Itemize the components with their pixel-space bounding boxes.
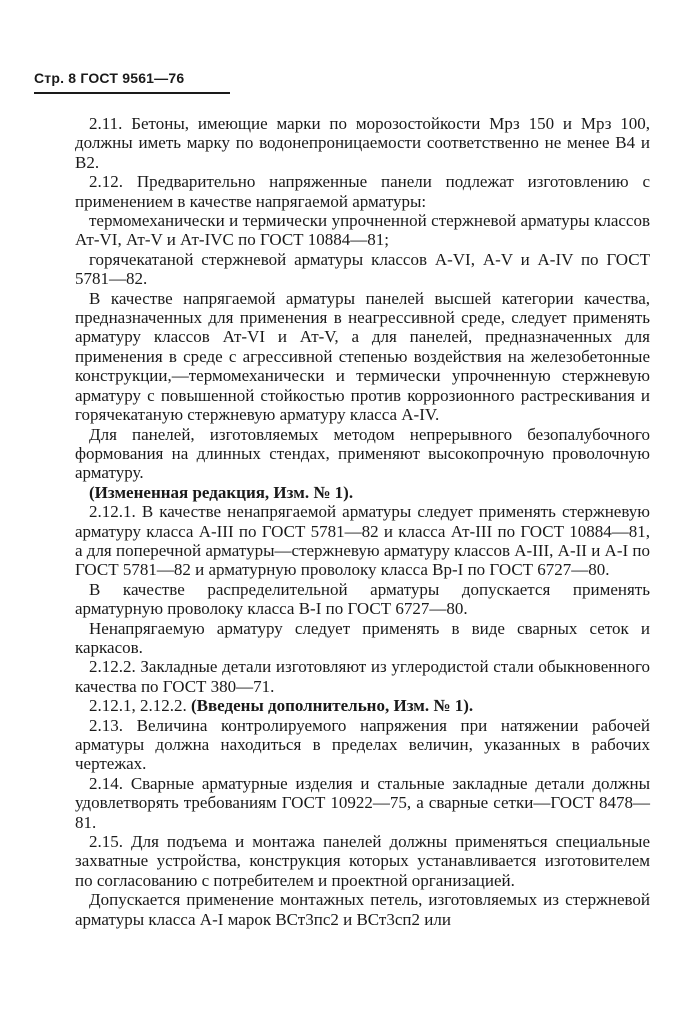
paragraph-distribution-rebar: В качестве распределительной арматуры допускается применять арматурную проволоку класса В-I по ГОСТ 6727—80. bbox=[75, 579, 650, 619]
paragraph-2-15: 2.15. Для подъема и монтажа панелей должны применяться специальные захватные устройства, конструкция которых устанавливается изготовителем по согласованию с потребителем и проектной организацией. bbox=[75, 832, 650, 890]
amendment-note-2-text: (Введены дополнительно, Изм. № 1). bbox=[191, 696, 474, 716]
page-header: Стр. 8 ГОСТ 9561—76 bbox=[34, 70, 185, 86]
paragraph-2-12-1: 2.12.1. В качестве ненапрягаемой арматуры следует применять стержневую арматуру класса А-III по ГОСТ 5781—82 и класса Ат-III по ГОСТ 10884—81, а для поперечной арматуры—стержневую арматуру классов А-III, А-II и А-I по ГОСТ 5781—82 и арматурную проволоку класса Вр-I по ГОСТ 6727—80. bbox=[75, 502, 650, 580]
paragraph-2-12-2: 2.12.2. Закладные детали изготовляют из углеродистой стали обыкновенного качества по ГОСТ 380—71. bbox=[75, 657, 650, 696]
paragraph-2-13: 2.13. Величина контролируемого напряжения при натяжении рабочей арматуры должна находиться в пределах величин, указанных в рабочих чертежах. bbox=[75, 715, 650, 774]
paragraph-untensioned-rebar: Ненапрягаемую арматуру следует применять в виде сварных сеток и каркасов. bbox=[75, 618, 650, 657]
paragraph-hot-rolled-rebar: горячекатаной стержневой арматуры классов А-VI, А-V и А-IV по ГОСТ 5781—82. bbox=[75, 249, 651, 289]
paragraph-2-11: 2.11. Бетоны, имеющие марки по морозостойкости Мрз 150 и Мрз 100, должны иметь марку по водонепроницаемости соответственно не менее В4 и В2. bbox=[75, 114, 650, 172]
header-rule bbox=[34, 92, 230, 94]
amendment-note-1: (Измененная редакция, Изм. № 1). bbox=[89, 482, 354, 502]
body-text bbox=[75, 114, 650, 929]
paragraph-tensioned-rebar-quality: В качестве напрягаемой арматуры панелей высшей категории качества, предназначенных для применения в неагрессивной среде, следует применять арматуру классов Ат-VI и Ат-V, а для панелей, предназначенных для применения в среде с агрессивной степенью воздействия на железобетонные конструкции,—термомеханически и термически упрочненную стержневую арматуру с повышенной стойкостью против коррозионного растрескивания и горячекатаную стержневую арматуру класса А-IV. bbox=[75, 288, 650, 425]
amendment-note-2-items: 2.12.1, 2.12.2. bbox=[89, 696, 187, 716]
amendment-note-2 bbox=[75, 696, 650, 715]
paragraph-lifting-loops: Допускается применение монтажных петель, изготовляемых из стержневой арматуры класса А-I марок ВСт3пс2 и ВСт3сп2 или bbox=[75, 890, 650, 929]
paragraph-continuous-forming: Для панелей, изготовляемых методом непрерывного безопалубочного формования на длинных стендах, применяют высокопрочную проволочную арматуру. bbox=[75, 424, 650, 483]
paragraph-thermo-rebar: термомеханически и термически упрочненной стержневой арматуры классов Ат-VI, Ат-V и Ат-IVС по ГОСТ 10884—81; bbox=[75, 211, 650, 250]
paragraph-2-14: 2.14. Сварные арматурные изделия и стальные закладные детали должны удовлетворять требованиям ГОСТ 10922—75, а сварные сетки—ГОСТ 8478—81. bbox=[75, 773, 650, 832]
paragraph-2-12: 2.12. Предварительно напряженные панели подлежат изготовлению с применением в качестве напрягаемой арматуры: bbox=[75, 172, 650, 211]
